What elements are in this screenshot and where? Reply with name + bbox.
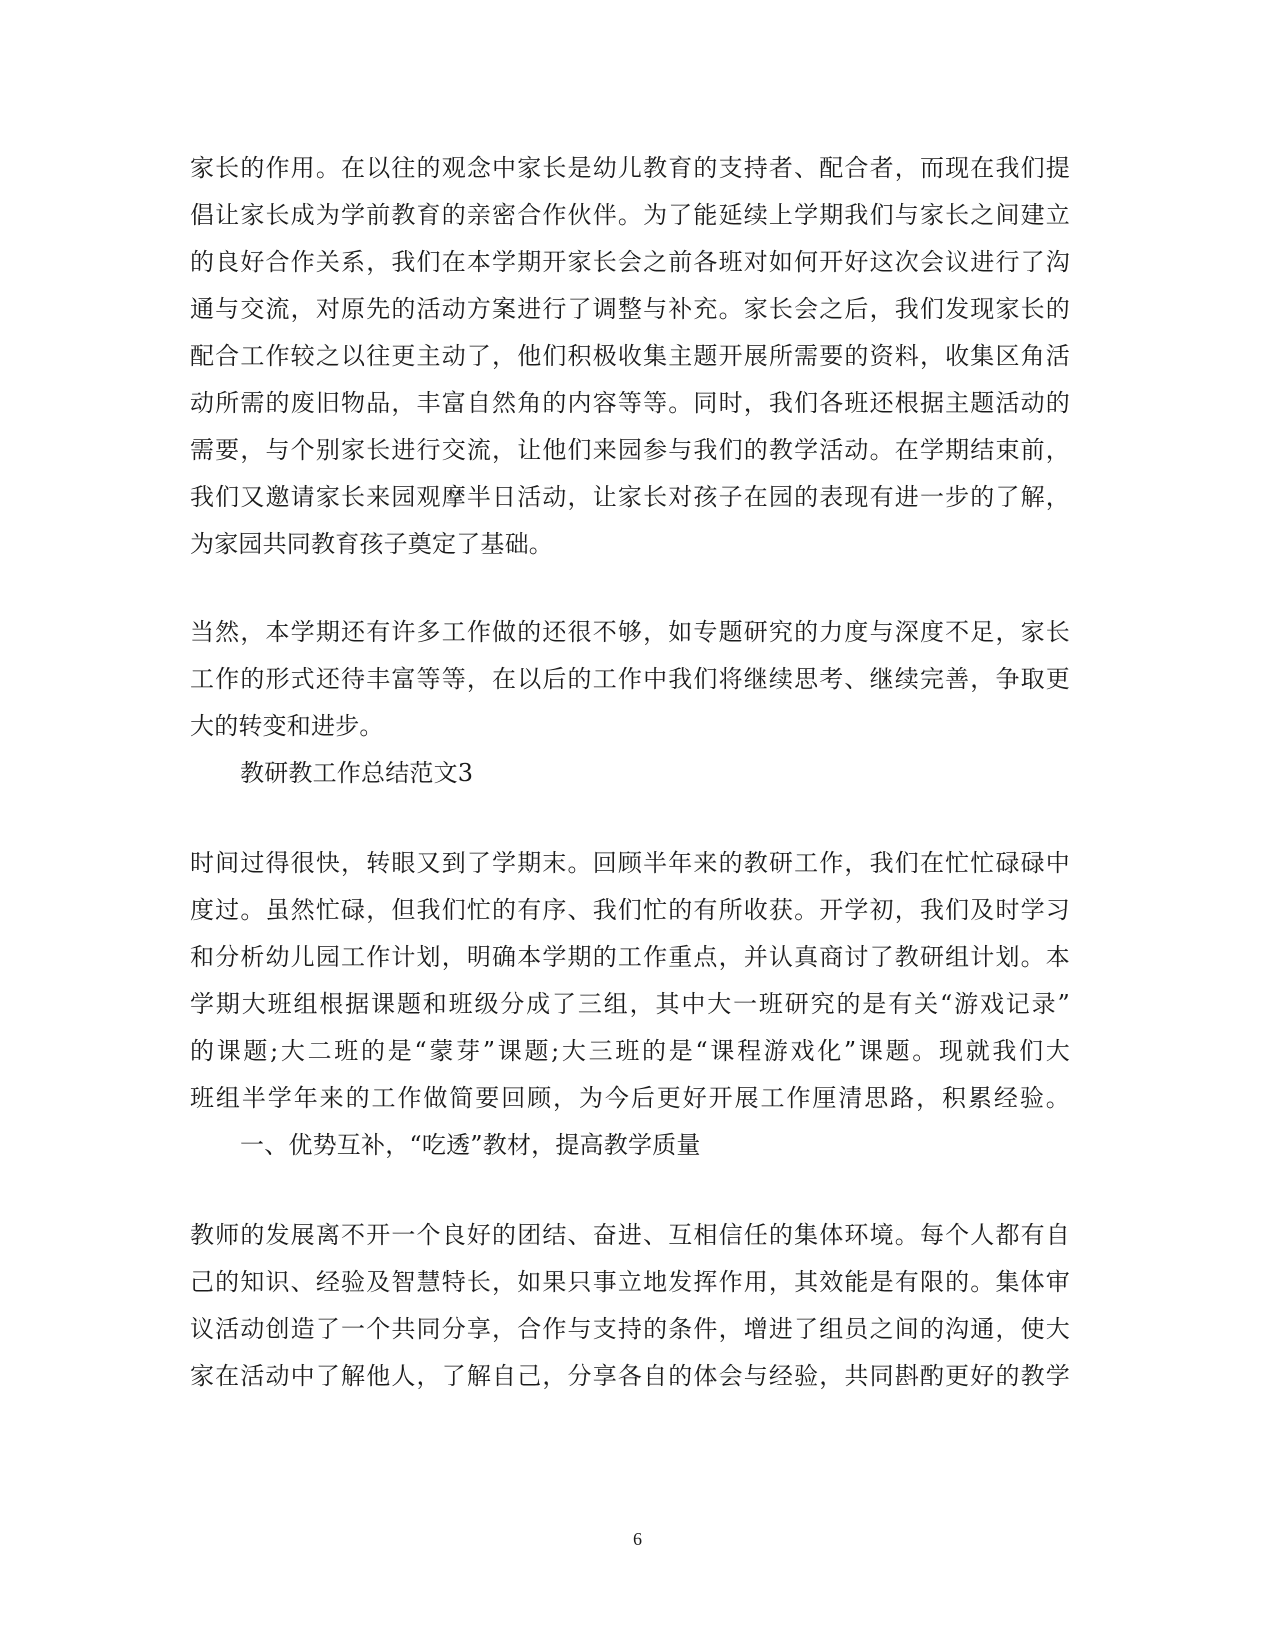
paragraph-3-line-6: 班组半学年来的工作做简要回顾，为今后更好开展工作厘清思路，积累经验。 <box>190 1084 1070 1112</box>
paragraph-4-line-1: 教师的发展离不开一个良好的团结、奋进、互相信任的集体环境。每个人都有自 <box>190 1221 1070 1249</box>
paragraph-1-line-2: 倡让家长成为学前教育的亲密合作伙伴。为了能延续上学期我们与家长之间建立 <box>190 201 1070 229</box>
paragraph-1-line-5: 配合工作较之以往更主动了，他们积极收集主题开展所需要的资料，收集区角活 <box>190 342 1070 370</box>
paragraph-1-line-6: 动所需的废旧物品，丰富自然角的内容等等。同时，我们各班还根据主题活动的 <box>190 389 1070 417</box>
paragraph-2-line-2: 工作的形式还待丰富等等，在以后的工作中我们将继续思考、继续完善，争取更 <box>190 665 1070 693</box>
subsection-heading: 一、优势互补，“吃透”教材，提高教学质量 <box>240 1131 701 1159</box>
paragraph-1-line-3: 的良好合作关系，我们在本学期开家长会之前各班对如何开好这次会议进行了沟 <box>190 248 1070 276</box>
paragraph-1-line-1: 家长的作用。在以往的观念中家长是幼儿教育的支持者、配合者，而现在我们提 <box>190 154 1070 182</box>
paragraph-1-line-8: 我们又邀请家长来园观摩半日活动，让家长对孩子在园的表现有进一步的了解， <box>190 483 1070 511</box>
paragraph-1-line-4: 通与交流，对原先的活动方案进行了调整与补充。家长会之后，我们发现家长的 <box>190 295 1070 323</box>
paragraph-4-line-4: 家在活动中了解他人，了解自己，分享各自的体会与经验，共同斟酌更好的教学 <box>190 1362 1070 1390</box>
paragraph-3-line-2: 度过。虽然忙碌，但我们忙的有序、我们忙的有所收获。开学初，我们及时学习 <box>190 896 1070 924</box>
paragraph-1-line-7: 需要，与个别家长进行交流，让他们来园参与我们的教学活动。在学期结束前， <box>190 436 1070 464</box>
paragraph-3-line-5: 的课题;大二班的是“蒙芽”课题;大三班的是“课程游戏化”课题。现就我们大 <box>190 1037 1070 1065</box>
section-heading: 教研教工作总结范文3 <box>240 759 474 787</box>
paragraph-4-line-3: 议活动创造了一个共同分享，合作与支持的条件，增进了组员之间的沟通，使大 <box>190 1315 1070 1343</box>
paragraph-2-line-1: 当然，本学期还有许多工作做的还很不够，如专题研究的力度与深度不足，家长 <box>190 618 1070 646</box>
paragraph-2-line-3: 大的转变和进步。 <box>190 712 384 740</box>
paragraph-3-line-1: 时间过得很快，转眼又到了学期末。回顾半年来的教研工作，我们在忙忙碌碌中 <box>190 849 1070 877</box>
page-number: 6 <box>633 1529 642 1549</box>
paragraph-4-line-2: 己的知识、经验及智慧特长，如果只事立地发挥作用，其效能是有限的。集体审 <box>190 1268 1070 1296</box>
paragraph-3-line-3: 和分析幼儿园工作计划，明确本学期的工作重点，并认真商讨了教研组计划。本 <box>190 943 1070 971</box>
paragraph-3-line-4: 学期大班组根据课题和班级分成了三组，其中大一班研究的是有关“游戏记录” <box>190 990 1070 1018</box>
paragraph-1-line-9: 为家园共同教育孩子奠定了基础。 <box>190 530 553 558</box>
